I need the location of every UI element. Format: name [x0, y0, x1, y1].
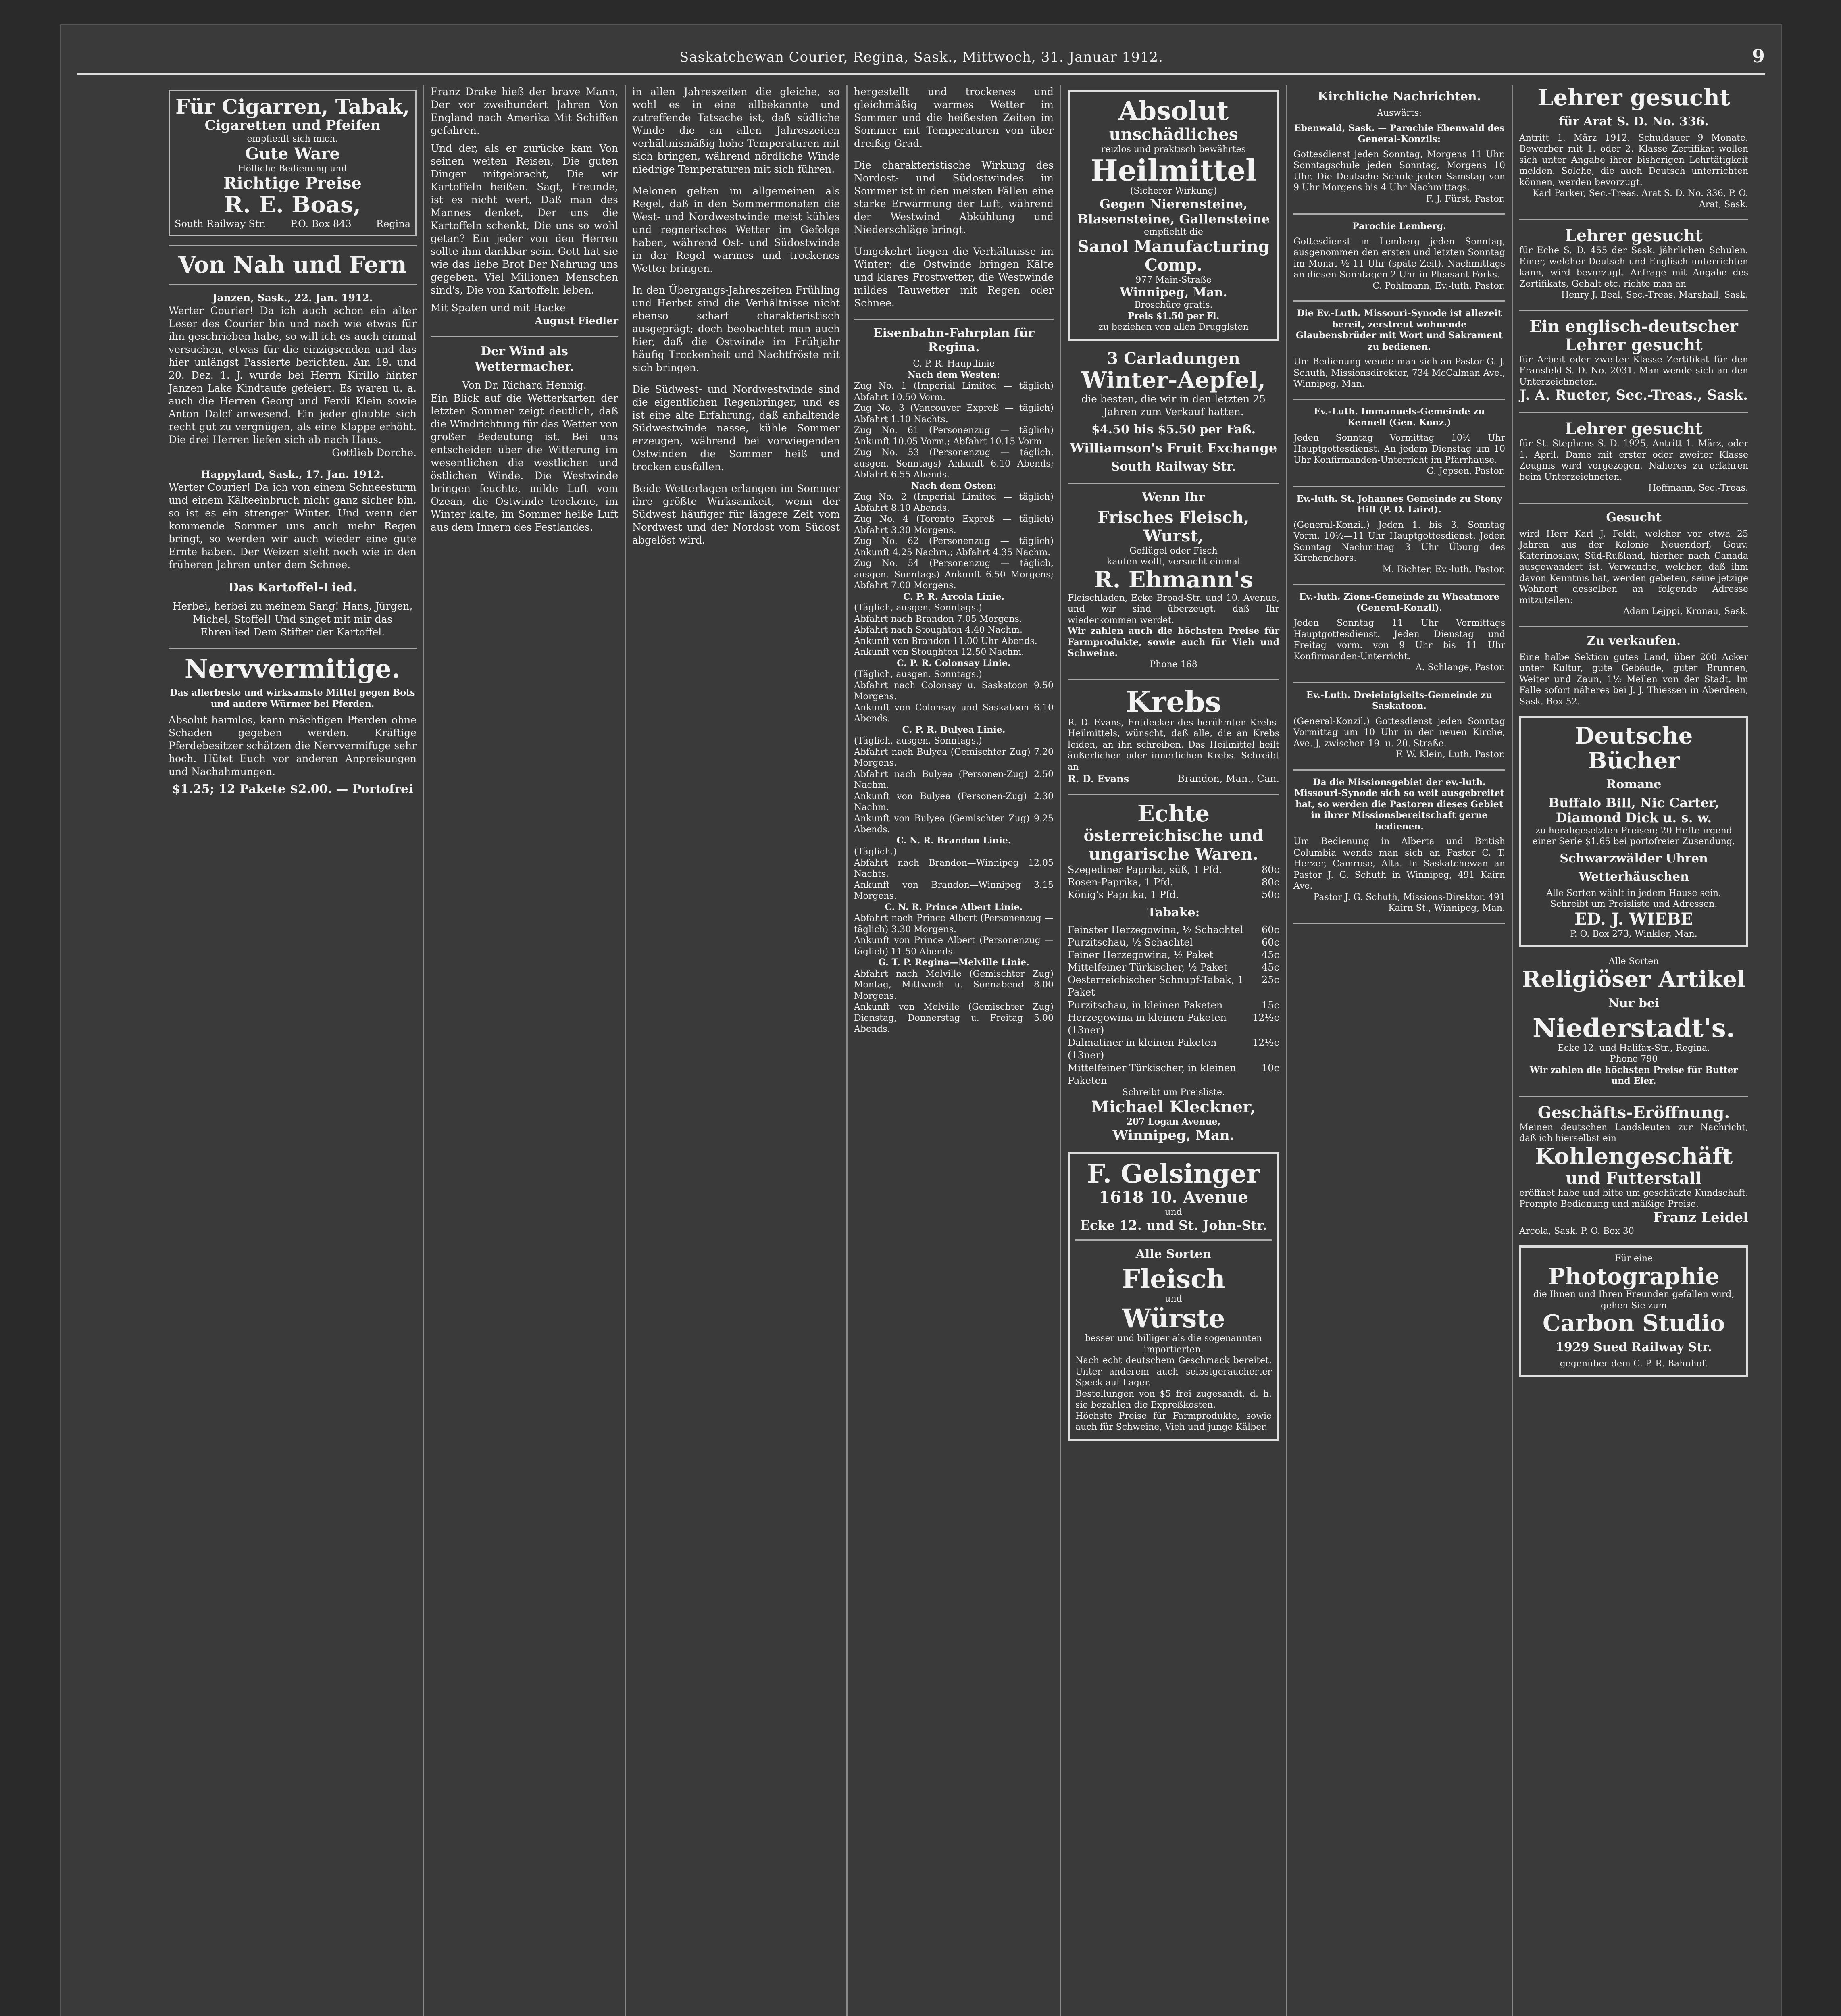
- schedule-entry: Zug No. 1 (Imperial Limited — täglich) Abfahrt 10.50 Vorm.: [854, 381, 1054, 402]
- price-item-price: 10c: [1262, 1062, 1279, 1074]
- schedule-entry: Abfahrt nach Bulyea (Gemischter Zug) 7.20 Morgens.: [854, 747, 1054, 768]
- price-item-price: 80c: [1262, 877, 1279, 888]
- ad-krebs: Krebs R. D. Evans, Entdecker des berühmten Krebs-Heilmittels, wünscht, daß alle, die an Krebs leiden, an ihn schreiben. Das Heilmittel heilt äußerlichen oder innerlichen Krebs. Schreibt an R. D. Evans Brandon, Man., Can.: [1068, 685, 1279, 785]
- ad-carbon-studio: Für eine Photographie die Ihnen und Ihren Freunden gefallen wird, gehen Sie zum Carbon Studio 1929 Sued Railway Str. gegenüber dem C. P. R. Bahnhof.: [1519, 1245, 1748, 1377]
- ad-zu-verkaufen: Zu verkaufen. Eine halbe Sektion gutes Land, über 200 Acker unter Kultur, gute Gebäude, guter Brunnen, Weiter und Zaun, 1½ Meilen von der Stadt. Im Falle sofort näheres bei J. J. Thiessen in Aberdeen, Sask. Box 52.: [1519, 633, 1748, 707]
- schedule-entry: Abfahrt nach Colonsay u. Saskatoon 9.50 Morgens.: [854, 680, 1054, 702]
- price-row: [1068, 961, 1279, 974]
- church-entry-body: Um Bedienung wende man sich an Pastor G. J. Schuth, Missionsdirektor, 734 McCalman Ave., Winnipeg, Man.: [1293, 357, 1505, 389]
- price-item-price: 12½c: [1252, 1037, 1279, 1049]
- price-row: [1068, 864, 1279, 876]
- church-entry-heading: Ev.-luth. St. Johannes Gemeinde zu Stony Hill (P. O. Laird).: [1296, 493, 1502, 515]
- price-row: [1068, 1062, 1279, 1087]
- ad-nervvermifuge: Nervvermitige. Das allerbeste und wirksamste Mittel gegen Bots und andere Würmer bei Pferden. Absolut harmlos, kann mächtigen Pferden ohne Schaden gegeben werden. Kräftige Pferdebesitzer schätzen die Nervvermifuge sehr hoch. Hütet Euch vor anderen Anpreisungen und Nachahmungen. $1.25; 12 Pakete $2.00. — Portofrei: [169, 654, 417, 797]
- church-entry: [1293, 494, 1505, 575]
- price-item-price: 15c: [1262, 999, 1279, 1011]
- price-item-price: 25c: [1262, 974, 1279, 986]
- article-wind: Der Wind als Wettermacher. Von Dr. Richard Hennig. Ein Blick auf die Wetterkarten der letzten Sommer zeigt deutlich, daß die Windrichtung für das Wetter von großer Bedeutung ist. Bei uns entscheiden über die Witterung im wesentlichen die westlichen und östlichen Winde. Die Westwinde bringen feuchte, milde Luft vom Ozean, die Ostwinde trockene, im Winter kalte, im Sommer heiße Luft aus dem Innern des Festlandes.: [431, 344, 618, 533]
- schedule-entry: (Täglich, ausgen. Sonntags.): [854, 736, 982, 746]
- masthead-text: Saskatchewan Courier, Regina, Sask., Mittwoch, 31. Januar 1912.: [679, 49, 1163, 65]
- price-row: [1068, 876, 1279, 889]
- price-item-name: Mittelfeiner Türkischer, in kleinen Paketen: [1068, 1062, 1236, 1086]
- church-entry-body: Jeden Sonntag Vormittag 10½ Uhr Hauptgottesdienst. An jedem Dienstag um 10 Uhr Konfirmanden-Unterricht im Pfarrhause.: [1293, 433, 1505, 465]
- ad-geschaefts-eroeffnung: Geschäfts-Eröffnung. Meinen deutschen Landsleuten zur Nachricht, daß ich hierselbst ein Kohlengeschäft und Futterstall eröffnet habe und bitte um geschätzte Kundschaft. Prompte Bedienung und mäßige Preise. Franz Leidel Arcola, Sask. P. O. Box 30: [1519, 1103, 1748, 1236]
- ad-lehrer-3: Ein englisch-deutscher Lehrer gesucht für Arbeit oder zweiter Klasse Zertifikat für den Fransfeld S. D. No. 2031. Man wende sich an den Unterzeichneten. J. A. Rueter, Sec.-Treas., Sask.: [1519, 317, 1748, 404]
- column-6: Kirchliche Nachrichten. Auswärts: Ebenwald, Sask. — Parochie Ebenwald des General-Konzils: Gottesdienst jeden Sonntag, Morgens 11 Uhr. Sonntagschule jeden Sonntag, Morgens 10 Uhr. Die Deutsche Schule jeden Samstag von 9 Uhr Morgens bis 4 Uhr Nachmittags. F. J. Fürst, Pastor. Parochie Lemberg. Gottesdienst in Lemberg jeden Sonntag, ausgenommen den ersten und letzten Sonntag im Monat ½ 11 Uhr (späte Zeit). Nachmittags an diesen Sonntagen 2 Uhr in Pleasant Forks. C. Pohlmann, Ev.-luth. Pastor. Die Ev.-Luth. Missouri-Synode ist allezeit bereit, zerstreut wohnende Glaubensbrüder mit Wort und Sakrament zu bedienen. Um Bedienung wende man sich an Pastor G. J. Schuth, Missionsdirektor, 734 McCalman Ave., Winnipeg, Man. Ev.-Luth. Immanuels-Gemeinde zu Kennell (Gen. Konz.) Jeden Sonntag Vormittag 10½ Uhr Hauptgottesdienst. An jedem Dienstag um 10 Uhr Konfirmanden-Unterricht im Pfarrhause. G. Jepsen, Pastor. Ev.-luth. St. Johannes Gemeinde zu Stony Hill (P. O. Laird). (General-Konzil.) Jeden 1. bis 3. Sonntag Vorm. 10½—11 Uhr Hauptgottesdienst. Jeden Sonntag Nachmittag 3 Uhr Übung des Kirchenchors. M. Richter, Ev.-luth. Pastor. Ev.-luth. Zions-Gemeinde zu Wheatmore (General-Konzil). Jeden Sonntag 11 Uhr Vormittags Hauptgottesdienst. Jeden Dienstag und Freitag vorm. von 9 Uhr bis 11 Uhr Konfirmanden-Unterricht. A. Schlange, Pastor. Ev.-Luth. Dreieinigkeits-Gemeinde zu Saskatoon. (General-Konzil.) Gottesdienst jeden Sonntag Vormittag um 10 Uhr in der neuen Kirche, Ave. J, zwischen 19. u. 20. Straße. F. W. Klein, Luth. Pastor. Da die Missionsgebiet der ev.-luth. Missouri-Synode sich so weit ausgebreitet hat, so werden die Pastoren dieses Gebiet in ihrer Missionsbereitschaft gerne bedienen. Um Bedienung in Alberta und British Columbia wende man sich an Pastor C. T. Herzer, Camrose, Alta. In Saskatchewan an Pastor J. G. Schuth in Winnipeg, 491 Kairn Ave. Pastor J. G. Schuth, Missions-Direktor. 491 Kairn St., Winnipeg, Man.: [1287, 85, 1513, 2016]
- ad-lehrer-4: Lehrer gesucht für St. Stephens S. D. 1925, Antritt 1. März, oder 1. April. Dame mit erster oder zweiter Klasse Zeugnis wird vorgezogen. Näheres zu erfahren beim Unterzeichneten. Hoffmann, Sec.-Treas.: [1519, 419, 1748, 494]
- price-item-name: Purzitschau, ½ Schachtel: [1068, 936, 1193, 948]
- price-item-price: 80c: [1262, 864, 1279, 875]
- church-entry-signature: M. Richter, Ev.-luth. Pastor.: [1382, 564, 1505, 575]
- church-entry: [1293, 591, 1505, 673]
- column-1: [162, 85, 424, 2016]
- church-entry-body: (General-Konzil.) Jeden 1. bis 3. Sonntag Vorm. 10½—11 Uhr Hauptgottesdienst. Jeden Sonntag Nachmittag 3 Uhr Übung des Kirchenchors.: [1293, 520, 1505, 563]
- price-item-name: Feinster Herzegowina, ½ Schachtel: [1068, 924, 1243, 935]
- church-entry-heading: Parochie Lemberg.: [1352, 221, 1446, 231]
- church-entry: [1293, 777, 1505, 914]
- church-entry: [1293, 308, 1505, 390]
- ad-gelsinger: F. Gelsinger 1618 10. Avenue und Ecke 12. und St. John-Str. Alle Sorten Fleisch und Würste besser und billiger als die sogenannten importierten. Nach echt deutschem Geschmack bereitet. Unter anderem auch selbstgeräucherter Speck auf Lager. Bestellungen von $5 frei zugesandt, d. h. sie bezahlen die Expreßkosten. Höchste Preise für Farmprodukte, sowie auch für Schweine, Vieh und junge Kälber.: [1068, 1152, 1279, 1440]
- price-row: [1068, 999, 1279, 1012]
- ad-religioese-artikel: Alle Sorten Religiöser Artikel Nur bei Niederstadt's. Ecke 12. und Halifax-Str., Regina. Phone 790 Wir zahlen die höchsten Preise für Butter und Eier.: [1522, 956, 1746, 1087]
- schedule-entry: Abfahrt nach Brandon 7.05 Morgens.: [854, 614, 1022, 624]
- church-list: [1293, 123, 1505, 924]
- church-entry-body: Um Bedienung in Alberta und British Columbia wende man sich an Pastor C. T. Herzer, Camrose, Alta. In Saskatchewan an Pastor J. G. Schuth in Winnipeg, 491 Kairn Ave.: [1293, 837, 1505, 891]
- schedule-entry: Ankunft von Bulyea (Personen-Zug) 2.30 Nachm.: [854, 791, 1054, 812]
- price-row: [1068, 1012, 1279, 1037]
- price-item-name: Mittelfeiner Türkischer, ½ Paket: [1068, 962, 1228, 973]
- poem-drake: Franz Drake hieß der brave Mann, Der vor zweihundert Jahren Von England nach Amerika Mit Schiffen gefahren. Und der, als er zurücke kam Von seinen weiten Reisen, Die guten Dinger mitgebracht, Die wir Kartoffeln heißen. Sagt, Freunde, ist es nicht wert, Daß man des Mannes denket, Der uns die Kartoffeln schenkt, Die uns so wohl getan? Ein jeder von den Herren sollte ihm dankbar sein. Gott hat sie wie das liebe Brot Der Nahrung uns gegeben. Viel Millionen Menschen sind's, Die von Kartoffeln leben. Mit Spaten und mit Hacke August Fiedler: [431, 86, 618, 327]
- price-row: [1068, 974, 1279, 999]
- price-row: [1068, 936, 1279, 949]
- price-item-price: 60c: [1262, 936, 1279, 948]
- schedule-entry: (Täglich, ausgen. Sonntags.): [854, 603, 982, 613]
- poem-kartoffel: Das Kartoffel-Lied. Herbei, herbei zu meinem Sang! Hans, Jürgen, Michel, Stoffel! Und singet mit mir das Ehrenlied Dem Stifter der Kartoffel.: [172, 581, 413, 638]
- letter-2: Happyland, Sask., 17. Jan. 1912. Werter Courier! Da ich von einem Schneesturm und einem Kälteeinbruch nicht ganz sicher bin, so ist es ein strenger Winter. Und wenn der kommende Sommer uns auch mehr Regen bringt, so werden wir auch wieder eine gute Ernte haben. Der Weizen steht noch wie in den früheren Jahren unter dem Schnee.: [169, 469, 417, 571]
- church-entry: [1293, 406, 1505, 477]
- schedule-entry: Abfahrt nach Brandon—Winnipeg 12.05 Nachts.: [854, 858, 1054, 879]
- ad-winter-apfel: 3 Carladungen Winter-Aepfel, die besten, die wir in den letzten 25 Jahren zum Verkauf hatten. $4.50 bis $5.50 per Faß. Williamson's Fruit Exchange South Railway Str.: [1070, 349, 1277, 474]
- church-entry-heading: Die Ev.-Luth. Missouri-Synode ist allezeit bereit, zerstreut wohnende Glaubensbrüder mit Wort und Sakrament zu bedienen.: [1296, 308, 1503, 352]
- price-item-name: König's Paprika, 1 Pfd.: [1068, 889, 1179, 901]
- schedule-entry: Ankunft von Brandon 11.00 Uhr Abends.: [854, 636, 1037, 646]
- page-number: 9: [1751, 45, 1765, 67]
- schedule-entry: Zug No. 3 (Vancouver Expreß — täglich) Abfahrt 1.10 Nachts.: [854, 403, 1054, 425]
- schedule-entry: Abfahrt nach Stoughton 4.40 Nachm.: [854, 625, 1023, 635]
- church-entry-signature: A. Schlange, Pastor.: [1415, 662, 1505, 673]
- price-item-name: Dalmatiner in kleinen Paketen (13ner): [1068, 1037, 1217, 1061]
- price-item-price: 60c: [1262, 924, 1279, 935]
- ad-ehmann: Wenn Ihr Frisches Fleisch, Wurst, Geflügel oder Fisch kaufen wollt, versucht einmal R. Ehmann's Fleischladen, Ecke Broad-Str. und 10. Avenue, und wir sind überzeugt, daß Ihr wiederkommen werdet. Wir zahlen auch die höchsten Preise für Farmprodukte, sowie auch für Vieh und Schweine. Phone 168: [1068, 490, 1279, 670]
- church-entry-signature: F. W. Klein, Luth. Pastor.: [1395, 750, 1505, 760]
- schedule-entry: Abfahrt nach Prince Albert (Personenzug — täglich) 3.30 Morgens.: [854, 913, 1054, 935]
- ad-lehrer-2: Lehrer gesucht für Eche S. D. 455 der Sask. jährlichen Schulen. Einer, welcher Deutsch und Englisch unterrichten kann, wird bevorzugt. Anfrage mit Angabe des Zertifikats, Gehalt etc. richte man an Henry J. Beal, Sec.-Treas. Marshall, Sask.: [1519, 226, 1748, 300]
- section-title-von-nah-und-fern: Von Nah und Fern: [178, 251, 407, 278]
- church-entry-body: (General-Konzil.) Gottesdienst jeden Sonntag Vormittag um 10 Uhr in der neuen Kirche, Ave. J, zwischen 19. u. 20. Straße.: [1293, 716, 1505, 749]
- price-item-name: Rosen-Paprika, 1 Pfd.: [1068, 877, 1173, 888]
- schedule-entry: Ankunft von Colonsay und Saskatoon 6.10 Abends.: [854, 702, 1054, 724]
- price-row: [1068, 949, 1279, 961]
- church-entry: [1293, 123, 1505, 205]
- price-item-price: 45c: [1262, 962, 1279, 973]
- church-entry-heading: Ev.-luth. Zions-Gemeinde zu Wheatmore (General-Konzil).: [1299, 591, 1499, 613]
- schedule-entry: Zug No. 62 (Personenzug — täglich) Ankunft 4.25 Nachm.; Abfahrt 4.35 Nachm.: [854, 536, 1054, 558]
- train-schedule: Eisenbahn-Fahrplan für Regina. C. P. R. Hauptlinie Nach dem Westen: Zug No. 1 (Imperial Limited — täglich) Abfahrt 10.50 Vorm. Zug No. 3 (Vancouver Expreß — täglich) Abfahrt 1.10 Nachts. Zug No. 61 (Personenzug — täglich) Ankunft 10.05 Vorm.; Abfahrt 10.15 Vorm. Zug No. 53 (Personenzug — täglich, ausgen. Sonntags) Ankunft 6.10 Abends; Abfahrt 6.55 Abends. Nach dem Osten: Zug No. 2 (Imperial Limited — täglich) Abfahrt 8.10 Abends. Zug No. 4 (Toronto Expreß — täglich) Abfahrt 3.30 Morgens. Zug No. 62 (Personenzug — täglich) Ankunft 4.25 Nachm.; Abfahrt 4.35 Nachm. Zug No. 54 (Personenzug — täglich, ausgen. Sonntags) Ankunft 6.50 Morgens; Abfahrt 7.00 Morgens. C. P. R. Arcola Linie. (Täglich, ausgen. Sonntags.) Abfahrt nach Brandon 7.05 Morgens. Abfahrt nach Stoughton 4.40 Nachm. Ankunft von Brandon 11.00 Uhr Abends. Ankunft von Stoughton 12.50 Nachm. C. P. R. Colonsay Linie. (Täglich, ausgen. Sonntags.) Abfahrt nach Colonsay u. Saskatoon 9.50 Morgens. Ankunft von Colonsay und Saskatoon 6.10 Abends. C. P. R. Bulyea Linie. (Täglich, ausgen. Sonntags.) Abfahrt nach Bulyea (Gemischter Zug) 7.20 Morgens. Abfahrt nach Bulyea (Personen-Zug) 2.50 Nachm. Ankunft von Bulyea (Personen-Zug) 2.30 Nachm. Ankunft von Bulyea (Gemischter Zug) 9.25 Abends. C. N. R. Brandon Linie. (Täglich.) Abfahrt nach Brandon—Winnipeg 12.05 Nachts. Ankunft von Brandon—Winnipeg 3.15 Morgens. C. N. R. Prince Albert Linie. Abfahrt nach Prince Albert (Personenzug — täglich) 3.30 Morgens. Ankunft von Prince Albert (Personenzug — täglich) 11.50 Abends. G. T. P. Regina—Melville Linie. Abfahrt nach Melville (Gemischter Zug) Montag, Mittwoch u. Sonnabend 8.00 Morgens. Ankunft von Melville (Gemischter Zug) Dienstag, Donnerstag u. Freitag 5.00 Abends.: [854, 326, 1054, 1034]
- church-entry: [1293, 221, 1505, 292]
- price-item-price: 12½c: [1252, 1012, 1279, 1023]
- church-entry-signature: F. J. Fürst, Pastor.: [1426, 194, 1505, 204]
- column-3: in allen Jahreszeiten die gleiche, so wohl es in eine allbekannte und zutreffende Tatsache ist, daß südliche Winde die an allen Jahreszeiten verhältnismäßig hohe Temperaturen mit sich bringen, während nördliche Winde niedrige Temperaturen mit sich führen. Melonen gelten im allgemeinen als Regel, daß in den Sommermonaten die West- und Nordwestwinde meist kühles und regnerisches Wetter im Gefolge haben, während Ost- und Südostwinde in der Regel warmes und trockenes Wetter bringen. In den Übergangs-Jahreszeiten Frühling und Herbst sind die Verhältnisse nicht ebenso scharf charakteristisch ausgeprägt; doch beobachtet man auch hier, daß die Ostwinde im Frühjahr häufig Trockenheit und Nachtfröste mit sich bringen. Die Südwest- und Nordwestwinde sind die eigentlichen Regenbringer, und es ist eine alte Erfahrung, daß anhaltende Südwestwinde nasse, kühle Sommer erzeugen, während bei vorwiegenden Ostwinden die Sommer heiß und trocken ausfallen. Beide Wetterlagen erlangen im Sommer ihre größte Wirksamkeit, wenn der Südwest häufiger für längere Zeit vom Nordwest und der Nordost vom Südost abgelöst wird.: [626, 85, 848, 2016]
- schedule-entry: Zug No. 53 (Personenzug — täglich, ausgen. Sonntags) Ankunft 6.10 Abends; Abfahrt 6.55 Abends.: [854, 448, 1054, 480]
- schedule-entry: (Täglich.): [854, 847, 897, 857]
- price-item-name: Szegediner Paprika, süß, 1 Pfd.: [1068, 864, 1222, 875]
- church-entry-heading: Ev.-Luth. Dreieinigkeits-Gemeinde zu Saskatoon.: [1306, 689, 1493, 711]
- price-item-name: Oesterreichischer Schnupf-Tabak, 1 Paket: [1068, 974, 1244, 998]
- church-entry: [1293, 690, 1505, 760]
- column-5: [1061, 85, 1287, 2016]
- church-entry-heading: Ebenwald, Sask. — Parochie Ebenwald des General-Konzils:: [1294, 123, 1505, 144]
- schedule-entry: Ankunft von Melville (Gemischter Zug) Dienstag, Donnerstag u. Freitag 5.00 Abends.: [854, 1002, 1054, 1034]
- schedule-entry: Ankunft von Bulyea (Gemischter Zug) 9.25 Abends.: [854, 813, 1054, 835]
- price-item-price: 50c: [1262, 889, 1279, 901]
- column-4: hergestellt und trockenes und gleichmäßig warmes Wetter im Sommer und die heißesten Zeiten im Sommer mit Temperaturen von über dreißig Grad. Die charakteristische Wirkung des Nordost- und Südostwindes im Sommer ist in den meisten Fällen eine starke Erwärmung der Luft, während der Westwind Abkühlung und Niederschläge bringt. Umgekehrt liegen die Verhältnisse im Winter: die Ostwinde bringen Kälte und klares Frostwetter, die Westwinde mildes Tauwetter mit Regen oder Schnee. Eisenbahn-Fahrplan für Regina. C. P. R. Hauptlinie Nach dem Westen: Zug No. 1 (Imperial Limited — täglich) Abfahrt 10.50 Vorm. Zug No. 3 (Vancouver Expreß — täglich) Abfahrt 1.10 Nachts. Zug No. 61 (Personenzug — täglich) Ankunft 10.05 Vorm.; Abfahrt 10.15 Vorm. Zug No. 53 (Personenzug — täglich, ausgen. Sonntags) Ankunft 6.10 Abends; Abfahrt 6.55 Abends. Nach dem Osten: Zug No. 2 (Imperial Limited — täglich) Abfahrt 8.10 Abends. Zug No. 4 (Toronto Expreß — täglich) Abfahrt 3.30 Morgens. Zug No. 62 (Personenzug — täglich) Ankunft 4.25 Nachm.; Abfahrt 4.35 Nachm. Zug No. 54 (Personenzug — täglich, ausgen. Sonntags) Ankunft 6.50 Morgens; Abfahrt 7.00 Morgens. C. P. R. Arcola Linie. (Täglich, ausgen. Sonntags.) Abfahrt nach Brandon 7.05 Morgens. Abfahrt nach Stoughton 4.40 Nachm. Ankunft von Brandon 11.00 Uhr Abends. Ankunft von Stoughton 12.50 Nachm. C. P. R. Colonsay Linie. (Täglich, ausgen. Sonntags.) Abfahrt nach Colonsay u. Saskatoon 9.50 Morgens. Ankunft von Colonsay und Saskatoon 6.10 Abends. C. P. R. Bulyea Linie. (Täglich, ausgen. Sonntags.) Abfahrt nach Bulyea (Gemischter Zug) 7.20 Morgens. Abfahrt nach Bulyea (Personen-Zug) 2.50 Nachm. Ankunft von Bulyea (Personen-Zug) 2.30 Nachm. Ankunft von Bulyea (Gemischter Zug) 9.25 Abends. C. N. R. Brandon Linie. (Täglich.) Abfahrt nach Brandon—Winnipeg 12.05 Nachts. Ankunft von Brandon—Winnipeg 3.15 Morgens. C. N. R. Prince Albert Linie. Abfahrt nach Prince Albert (Personenzug — täglich) 3.30 Morgens. Ankunft von Prince Albert (Personenzug — täglich) 11.50 Abends. G. T. P. Regina—Melville Linie. Abfahrt nach Melville (Gemischter Zug) Montag, Mittwoch u. Sonnabend 8.00 Morgens. Ankunft von Melville (Gemischter Zug) Dienstag, Donnerstag u. Freitag 5.00 Abends.: [848, 85, 1061, 2016]
- ad-heilmittel: Absolut unschädliches reizlos und praktisch bewährtes Heilmittel (Sicherer Wirkung) Gegen Nierensteine, Blasensteine, Gallensteine empfiehlt die Sanol Manufacturing Comp. 977 Main-Straße Winnipeg, Man. Broschüre gratis. Preis $1.50 per Fl. zu beziehen von allen Drugglsten: [1068, 90, 1279, 341]
- schedule-entry: Ankunft von Stoughton 12.50 Nachm.: [854, 647, 1025, 657]
- price-row: [1068, 1037, 1279, 1062]
- church-entry-body: Gottesdienst in Lemberg jeden Sonntag, ausgenommen den ersten und letzten Sonntag im Monat ½ 11 Uhr (späte Zeit). Nachmittags an diesen Sonntagen 2 Uhr in Pleasant Forks.: [1293, 236, 1505, 280]
- church-entry-signature: C. Pohlmann, Ev.-luth. Pastor.: [1372, 281, 1505, 291]
- church-entry-body: Gottesdienst jeden Sonntag, Morgens 11 Uhr. Sonntagschule jeden Sonntag, Morgens 10 Uhr. Die Deutsche Schule jeden Samstag von 9 Uhr Morgens bis 4 Uhr Nachmittags.: [1293, 149, 1505, 193]
- price-row: [1068, 889, 1279, 901]
- ad-boas: Für Cigarren, Tabak, Cigaretten und Pfeifen empfiehlt sich mich. Gute Ware Höfliche Bedienung und Richtige Preise R. E. Boas, South Railway Str. P.O. Box 843 Regina: [169, 90, 417, 236]
- schedule-entry: Zug No. 54 (Personenzug — täglich, ausgen. Sonntags) Ankunft 6.50 Morgens; Abfahrt 7.00 Morgens.: [854, 558, 1054, 591]
- schedule-entry: Ankunft von Brandon—Winnipeg 3.15 Morgens.: [854, 880, 1054, 901]
- schedule-entry: (Täglich, ausgen. Sonntags.): [854, 669, 982, 679]
- church-entry-heading: Ev.-Luth. Immanuels-Gemeinde zu Kennell (Gen. Konz.): [1314, 406, 1485, 428]
- column-7: [1513, 85, 1755, 2016]
- newspaper-page: [60, 24, 1782, 2016]
- church-entry-body: Jeden Sonntag 11 Uhr Vormittags Hauptgottesdienst. Jeden Dienstag und Freitag vorm. von 9 Uhr bis 11 Uhr Konfirmanden-Unterricht.: [1293, 618, 1505, 662]
- schedule-entry: Zug No. 61 (Personenzug — täglich) Ankunft 10.05 Vorm.; Abfahrt 10.15 Vorm.: [854, 425, 1054, 447]
- ad-waren: Echte österreichische und ungarische Waren. Szegediner Paprika, süß, 1 Pfd. 80c Rosen-Paprika, 1 Pfd. 80c König's Paprika, 1 Pfd. 50c Tabake: Feinster Herzegowina, ½ Schachtel 60c Purzitschau, ½ Schachtel 60c Feiner Herzegowina, ½ Paket 45c Mittelfeiner Türkischer, ½ Paket 45c Oesterreichischer Schnupf-Tabak, 1 Paket 25c Purzitschau, in kleinen Paketen 15c Herzegowina in kleinen Paketen (13ner) 12½c Dalmatiner in kleinen Paketen (13ner) 12½c Mittelfeiner Türkischer, in kleinen Paketen 10c Schreibt um Preisliste. Michael Kleckner, 207 Logan Avenue, Winnipeg, Man.: [1068, 800, 1279, 1143]
- church-entry-signature: G. Jepsen, Pastor.: [1427, 466, 1505, 476]
- church-entry-signature: Pastor J. G. Schuth, Missions-Direktor. 491 Kairn St., Winnipeg, Man.: [1313, 892, 1505, 913]
- schedule-entry: Ankunft von Prince Albert (Personenzug — täglich) 11.50 Abends.: [854, 935, 1054, 957]
- ad-gesucht: Gesucht wird Herr Karl J. Feldt, welcher vor etwa 25 Jahren aus der Kolonie Neuendorf, Gouv. Katerinoslaw, Süd-Rußland, hierher nach Canada ausgewandert ist. Verwandte, welcher, daß ihm davon Kenntnis hat, werden gebeten, seine jetzige Wohnort desselben an folgende Adresse mitzuteilen: Adam Lejppi, Kronau, Sask.: [1519, 510, 1748, 617]
- price-item-name: Feiner Herzegowina, ½ Paket: [1068, 949, 1214, 960]
- church-title: Kirchliche Nachrichten.: [1317, 90, 1481, 104]
- price-item-price: 45c: [1262, 949, 1279, 960]
- masthead: [77, 41, 1765, 75]
- price-row: [1068, 924, 1279, 936]
- schedule-entry: Abfahrt nach Melville (Gemischter Zug) Montag, Mittwoch u. Sonnabend 8.00 Morgens.: [854, 968, 1054, 1001]
- church-entry-heading: Da die Missionsgebiet der ev.-luth. Missouri-Synode sich so weit ausgebreitet hat, so werden die Pastoren dieses Gebiet in ihrer Missionsbereitschaft gerne bedienen.: [1294, 777, 1504, 832]
- ad-lehrer-1: Lehrer gesucht für Arat S. D. No. 336. Antritt 1. März 1912. Schuldauer 9 Monate. Bewerber mit 1. oder 2. Klasse Zertifikat wollen sich unter Angabe ihrer bisherigen Lehrtätigkeit melden. Solche, die auch Deutsch unterrichten können, werden bevorzugt. Karl Parker, Sec.-Treas. Arat S. D. No. 336, P. O. Arat, Sask.: [1519, 85, 1748, 210]
- column-2: [424, 85, 626, 2016]
- price-item-name: Purzitschau, in kleinen Paketen: [1068, 999, 1223, 1011]
- price-item-name: Herzegowina in kleinen Paketen (13ner): [1068, 1012, 1227, 1036]
- schedule-entry: Zug No. 2 (Imperial Limited — täglich) Abfahrt 8.10 Abends.: [854, 492, 1054, 513]
- letter-1: Janzen, Sask., 22. Jan. 1912. Werter Courier! Da ich auch schon ein alter Leser des Courier bin und nach wie etwas für ihn geschrieben habe, so will ich es auch einmal versuchen, etwas für die einzigsenden und das hier unlängst Passierte berichten. Am 19. und 20. Dez. 1. J. wurde bei Herrn Kirillo hinter Janzen Lake Kindtaufe gefeiert. Es waren u. a. auch die Herren Georg und Ferdi Klein sowie Anton Dalcf anwesend. Ein jeder glaubte sich recht gut zu vergnügen, als eine Klappe erhöht. Die drei Herren liefen sich ab nach Haus. Gottlieb Dorche.: [169, 292, 417, 459]
- ad-deutsche-buecher: Deutsche Bücher Romane Buffalo Bill, Nic Carter, Diamond Dick u. s. w. zu herabgesetzten Preisen; 20 Hefte irgend einer Serie $1.65 bei portofreier Zusendung. Schwarzwälder Uhren Wetterhäuschen Alle Sorten wählt in jedem Hause sein. Schreibt um Preisliste und Adressen. ED. J. WIEBE P. O. Box 273, Winkler, Man.: [1519, 716, 1748, 947]
- schedule-entry: Abfahrt nach Bulyea (Personen-Zug) 2.50 Nachm.: [854, 769, 1054, 790]
- schedule-entry: Zug No. 4 (Toronto Expreß — täglich) Abfahrt 3.30 Morgens.: [854, 514, 1054, 535]
